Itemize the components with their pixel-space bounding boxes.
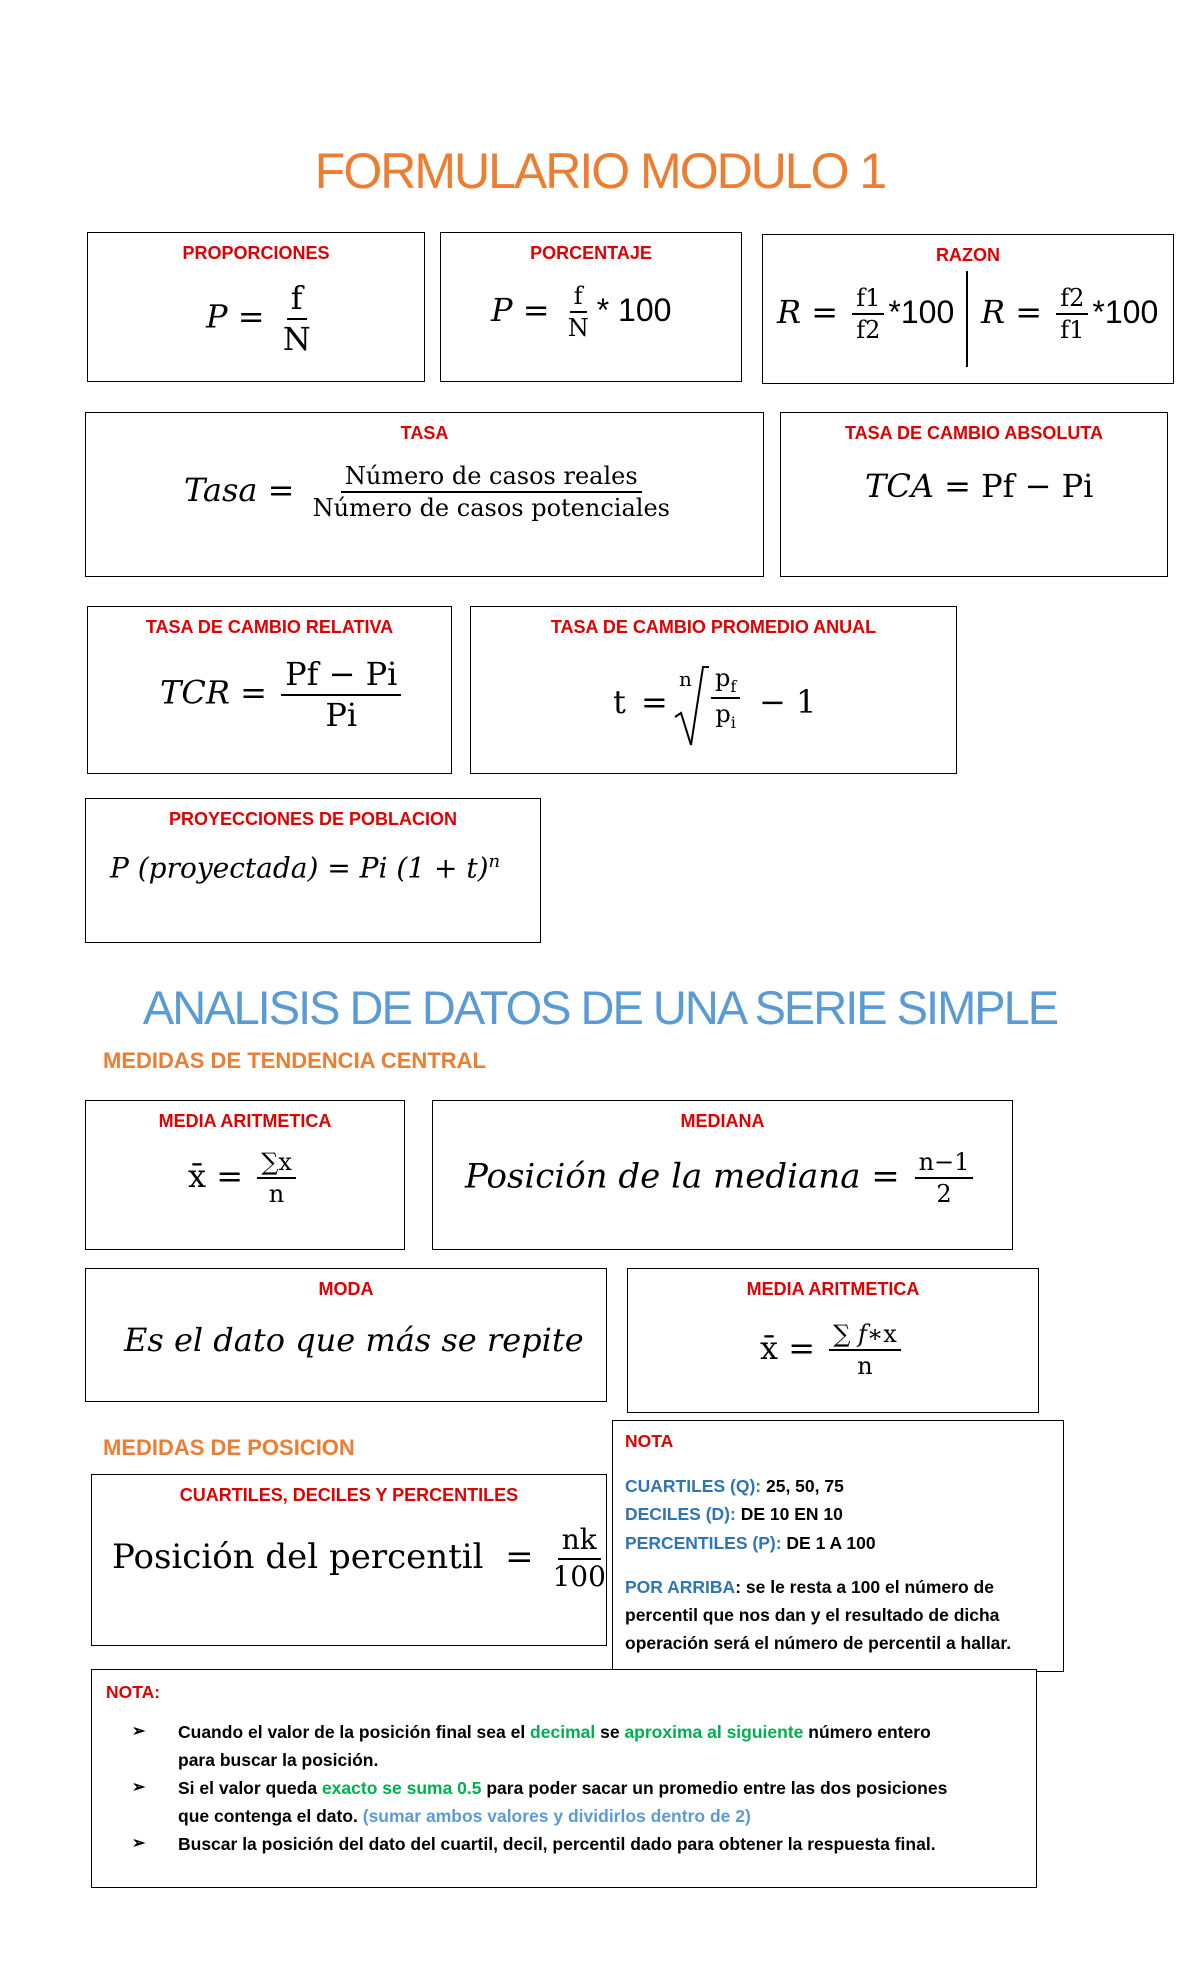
media-aritmetica-box-2: [627, 1268, 1039, 1413]
arrow-bullet-icon: ➢: [132, 1779, 146, 1796]
proyecciones-title: PROYECCIONES DE POBLACION: [168, 809, 458, 829]
moda-box: [85, 1268, 607, 1402]
moda-title: MODA: [318, 1279, 374, 1299]
tca-box: [780, 412, 1168, 577]
porcentaje-box: [440, 232, 742, 382]
nota1-title: NOTA: [625, 1431, 674, 1451]
tendencia-heading: MEDIDAS DE TENDENCIA CENTRAL: [103, 1048, 486, 1073]
moda-text: Es el dato que más se repite: [124, 1321, 584, 1359]
razon-formula-2: R = $\frac{f2}{f1}$ *100: [981, 284, 1159, 345]
media1-formula: x̄ = $\frac{\sum x}{n}$: [188, 1149, 300, 1208]
tcr-formula: TCR = $\frac{Pf - Pi}{Pi}$: [160, 657, 405, 733]
media1-title: MEDIA ARITMETICA: [158, 1111, 332, 1131]
proporciones-box: [87, 232, 425, 382]
media-aritmetica-box-1: [85, 1100, 405, 1250]
razon-divider: [966, 271, 968, 367]
razon-formula-1: R = $\frac{f1}{f2}$ *100: [777, 284, 955, 345]
proporciones-title: PROPORCIONES: [182, 243, 330, 263]
proyecciones-formula: P (proyectada) = Pi $(1 + t)^n$: [110, 851, 501, 885]
razon-title: RAZON: [936, 245, 1000, 265]
tcpa-title: TASA DE CAMBIO PROMEDIO ANUAL: [550, 617, 877, 637]
cuartiles-formula: Posición del percentil = $\frac{nk}{100}$: [112, 1523, 606, 1593]
tasa-title: TASA: [400, 423, 449, 443]
nota1-por-arriba: POR ARRIBA: se le resta a 100 el número de percentil que nos dan y el resultado de dicha operación será el número de percentil a hallar.: [625, 1577, 1012, 1653]
page-title: FORMULARIO MODULO 1: [314, 143, 886, 199]
nota2-title: NOTA:: [106, 1682, 161, 1702]
nota-box-1: [612, 1420, 1064, 1672]
cuartiles-box: [91, 1474, 607, 1646]
nota1-percentiles: PERCENTILES (P): DE 1 A 100: [625, 1533, 876, 1553]
media2-title: MEDIA ARITMETICA: [746, 1279, 920, 1299]
radical-sign: [673, 665, 709, 751]
posicion-heading: MEDIDAS DE POSICION: [103, 1435, 355, 1460]
tcpa-box: TASA DE CAMBIO PROMEDIO ANUAL t = n $\frac{p_f}{p_i}$ − 1: [470, 606, 957, 774]
section-title: ANALISIS DE DATOS DE UNA SERIE SIMPLE: [142, 981, 1058, 1034]
porcentaje-formula: P = $\frac{f}{N}$ * 100: [491, 282, 672, 343]
arrow-bullet-icon: ➢: [132, 1723, 146, 1740]
nota1-deciles: DECILES (D): DE 10 EN 10: [625, 1504, 843, 1524]
proyecciones-box: [85, 798, 541, 943]
nota1-cuartiles: CUARTILES (Q): 25, 50, 75: [625, 1476, 844, 1496]
media2-formula: x̄ = $\frac{\sum f∗x}{n}$: [760, 1321, 905, 1380]
arrow-bullet-icon: ➢: [132, 1835, 146, 1852]
mediana-box: [432, 1100, 1013, 1250]
proporciones-formula: P = $\frac{f}{N}$: [206, 279, 311, 359]
cuartiles-title: CUARTILES, DECILES Y PERCENTILES: [179, 1485, 519, 1505]
nota2-bullet-1: ➢ Cuando el valor de la posición final sea el decimal se aproxima al siguiente número entero para buscar la posición.: [138, 1718, 1058, 1774]
tcr-box: [87, 606, 452, 774]
porcentaje-title: PORCENTAJE: [530, 243, 652, 263]
nota-box-2: [91, 1669, 1037, 1888]
mediana-title: MEDIANA: [680, 1111, 765, 1131]
tasa-formula: Tasa = $\frac{\text{Número de casos reales}}{\text{Número de casos potenciales}}$: [184, 462, 670, 523]
tca-formula: TCA = Pf − Pi: [865, 467, 1094, 505]
tasa-box: [85, 412, 764, 577]
tca-title: TASA DE CAMBIO ABSOLUTA: [845, 423, 1103, 443]
nota2-bullet-2: ➢ Si el valor queda exacto se suma 0.5 para poder sacar un promedio entre las dos posiciones que contenga el dato. (sumar ambos valores y dividirlos dentro de 2): [138, 1774, 1058, 1830]
razon-box: [762, 234, 1174, 384]
tcr-title: TASA DE CAMBIO RELATIVA: [145, 617, 394, 637]
mediana-formula: Posición de la mediana = $\frac{n-1}{2}$: [465, 1149, 977, 1208]
nota2-bullet-3: ➢ Buscar la posición del dato del cuartil, decil, percentil dado para obtener la respuesta final.: [138, 1830, 1058, 1858]
